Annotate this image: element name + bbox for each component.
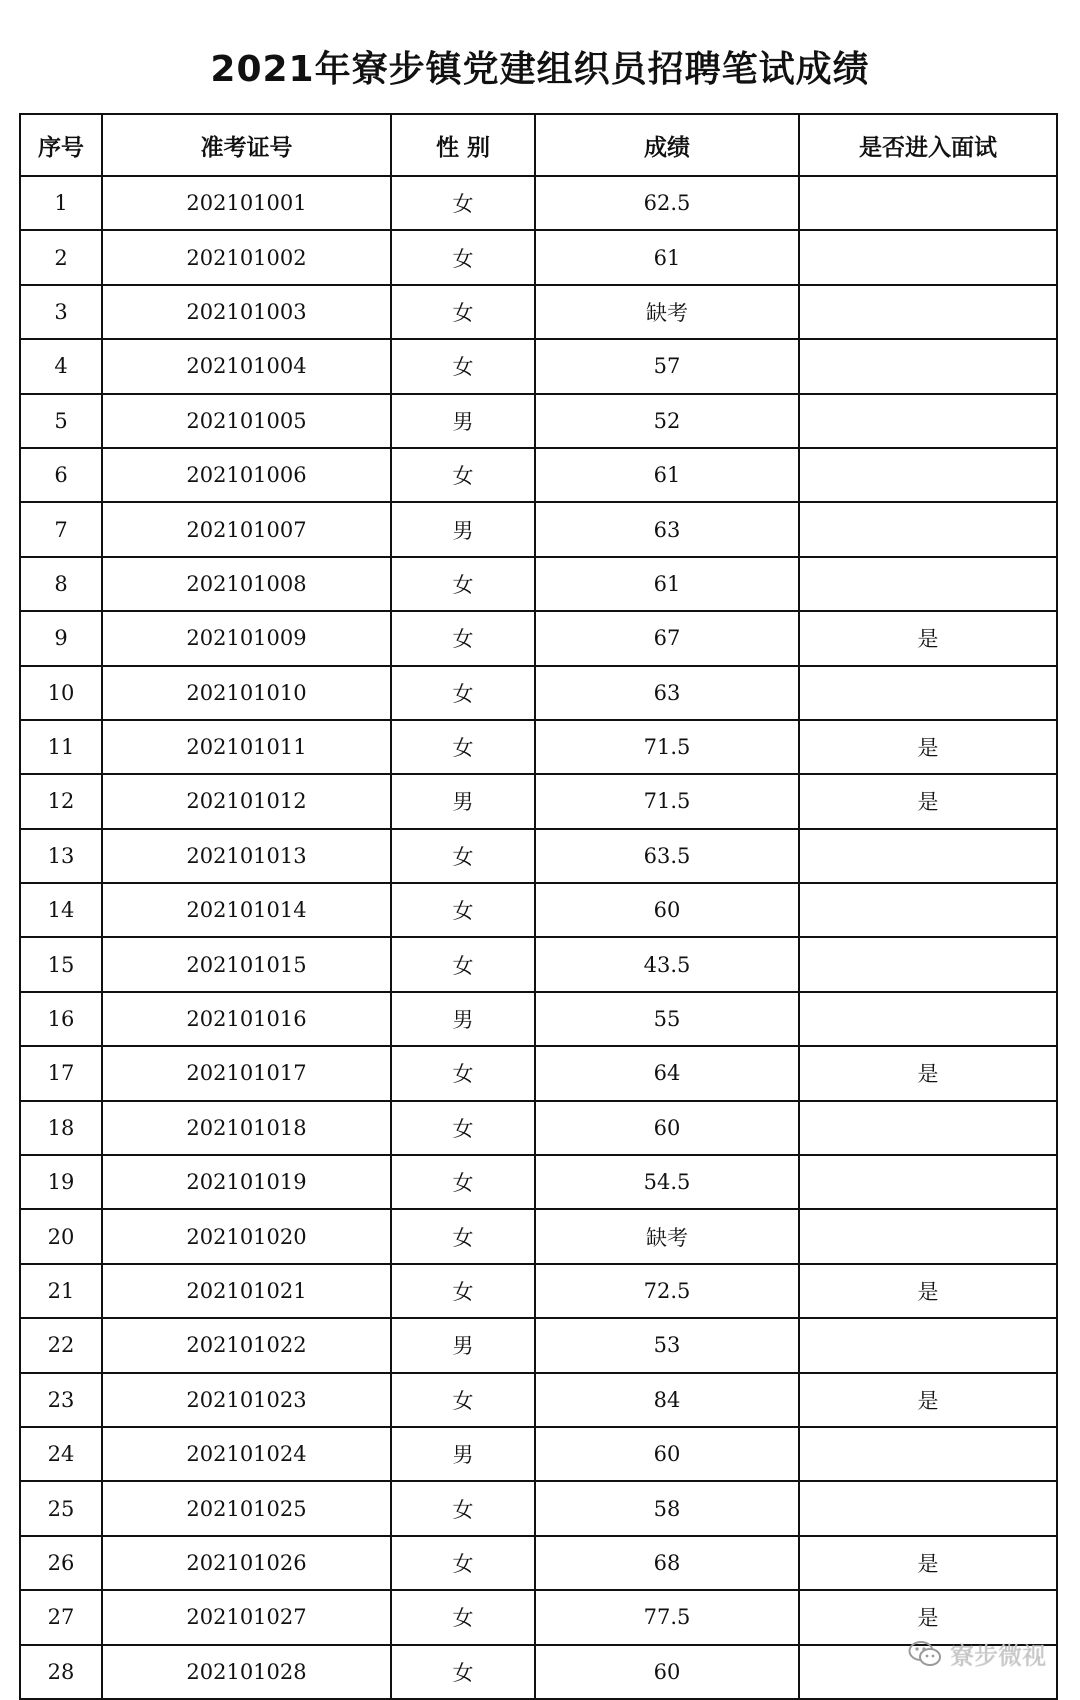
cell-seq: 26 (20, 1536, 102, 1590)
table-row (20, 1155, 1057, 1209)
cell-interview (799, 448, 1057, 502)
cell-interview (799, 1209, 1057, 1263)
cell-gender: 女 (391, 1481, 535, 1535)
cell-seq: 13 (20, 829, 102, 883)
cell-ticket-number: 202101015 (102, 937, 391, 991)
cell-gender: 女 (391, 176, 535, 230)
cell-seq: 6 (20, 448, 102, 502)
cell-interview (799, 1427, 1057, 1481)
table-row (20, 937, 1057, 991)
cell-ticket-number: 202101024 (102, 1427, 391, 1481)
cell-score: 54.5 (535, 1155, 799, 1209)
cell-seq: 16 (20, 992, 102, 1046)
cell-seq: 9 (20, 611, 102, 665)
cell-gender: 女 (391, 1590, 535, 1644)
cell-score: 55 (535, 992, 799, 1046)
cell-ticket-number: 202101022 (102, 1318, 391, 1372)
cell-seq: 28 (20, 1645, 102, 1699)
cell-gender: 女 (391, 285, 535, 339)
cell-interview (799, 937, 1057, 991)
cell-gender: 女 (391, 448, 535, 502)
cell-score: 60 (535, 1427, 799, 1481)
table-row (20, 1481, 1057, 1535)
table-row (20, 1590, 1057, 1644)
table-row (20, 448, 1057, 502)
cell-ticket-number: 202101021 (102, 1264, 391, 1318)
cell-seq: 14 (20, 883, 102, 937)
cell-ticket-number: 202101010 (102, 666, 391, 720)
cell-score: 62.5 (535, 176, 799, 230)
cell-score: 61 (535, 448, 799, 502)
cell-interview (799, 1481, 1057, 1535)
cell-interview: 是 (799, 1373, 1057, 1427)
cell-score: 43.5 (535, 937, 799, 991)
table-row (20, 285, 1057, 339)
results-table (19, 113, 1058, 1700)
cell-ticket-number: 202101012 (102, 774, 391, 828)
cell-gender: 女 (391, 1373, 535, 1427)
watermark (908, 1636, 1046, 1671)
cell-seq: 23 (20, 1373, 102, 1427)
table-row (20, 992, 1057, 1046)
cell-gender: 女 (391, 1536, 535, 1590)
header-score: 成绩 (535, 114, 799, 176)
cell-seq: 3 (20, 285, 102, 339)
cell-score: 63.5 (535, 829, 799, 883)
table-row (20, 230, 1057, 284)
cell-gender: 女 (391, 1046, 535, 1100)
cell-ticket-number: 202101013 (102, 829, 391, 883)
cell-ticket-number: 202101028 (102, 1645, 391, 1699)
cell-interview: 是 (799, 1264, 1057, 1318)
cell-ticket-number: 202101002 (102, 230, 391, 284)
cell-ticket-number: 202101005 (102, 394, 391, 448)
cell-interview: 是 (799, 720, 1057, 774)
cell-interview (799, 666, 1057, 720)
cell-seq: 22 (20, 1318, 102, 1372)
cell-seq: 18 (20, 1101, 102, 1155)
cell-ticket-number: 202101008 (102, 557, 391, 611)
cell-score: 68 (535, 1536, 799, 1590)
cell-gender: 女 (391, 1645, 535, 1699)
cell-interview (799, 394, 1057, 448)
table-row (20, 176, 1057, 230)
table-row (20, 1101, 1057, 1155)
table-row (20, 611, 1057, 665)
cell-gender: 女 (391, 611, 535, 665)
cell-interview (799, 1101, 1057, 1155)
cell-gender: 女 (391, 666, 535, 720)
cell-ticket-number: 202101011 (102, 720, 391, 774)
cell-ticket-number: 202101004 (102, 339, 391, 393)
cell-score: 60 (535, 1101, 799, 1155)
cell-score: 72.5 (535, 1264, 799, 1318)
cell-seq: 7 (20, 502, 102, 556)
cell-gender: 男 (391, 1427, 535, 1481)
cell-ticket-number: 202101018 (102, 1101, 391, 1155)
cell-interview: 是 (799, 611, 1057, 665)
cell-interview (799, 285, 1057, 339)
cell-gender: 女 (391, 1209, 535, 1263)
cell-seq: 25 (20, 1481, 102, 1535)
cell-interview (799, 829, 1057, 883)
cell-seq: 15 (20, 937, 102, 991)
cell-interview (799, 992, 1057, 1046)
cell-interview (799, 557, 1057, 611)
cell-interview: 是 (799, 1536, 1057, 1590)
cell-ticket-number: 202101023 (102, 1373, 391, 1427)
table-row (20, 883, 1057, 937)
cell-ticket-number: 202101025 (102, 1481, 391, 1535)
cell-seq: 17 (20, 1046, 102, 1100)
cell-interview (799, 1155, 1057, 1209)
cell-seq: 12 (20, 774, 102, 828)
table-body (20, 176, 1057, 1699)
cell-seq: 27 (20, 1590, 102, 1644)
cell-score: 61 (535, 230, 799, 284)
cell-gender: 女 (391, 720, 535, 774)
cell-interview: 是 (799, 1046, 1057, 1100)
cell-gender: 女 (391, 829, 535, 883)
table-row (20, 1318, 1057, 1372)
cell-gender: 女 (391, 557, 535, 611)
cell-seq: 21 (20, 1264, 102, 1318)
cell-score: 63 (535, 502, 799, 556)
cell-interview: 是 (799, 1590, 1057, 1644)
cell-score: 63 (535, 666, 799, 720)
table-row (20, 774, 1057, 828)
cell-ticket-number: 202101001 (102, 176, 391, 230)
cell-seq: 5 (20, 394, 102, 448)
cell-seq: 4 (20, 339, 102, 393)
cell-score: 84 (535, 1373, 799, 1427)
table-row (20, 666, 1057, 720)
table-row (20, 1209, 1057, 1263)
cell-gender: 男 (391, 394, 535, 448)
cell-gender: 女 (391, 230, 535, 284)
table-row (20, 1645, 1057, 1699)
cell-interview (799, 502, 1057, 556)
watermark-text: 寮步微视 (950, 1642, 1046, 1670)
cell-interview (799, 339, 1057, 393)
table-row (20, 557, 1057, 611)
cell-score: 缺考 (535, 1209, 799, 1263)
cell-seq: 8 (20, 557, 102, 611)
page-title: 2021年寮步镇党建组织员招聘笔试成绩 (210, 49, 870, 90)
cell-score: 77.5 (535, 1590, 799, 1644)
wechat-icon (908, 1640, 942, 1668)
cell-score: 67 (535, 611, 799, 665)
cell-gender: 女 (391, 1264, 535, 1318)
cell-gender: 女 (391, 1155, 535, 1209)
table-header-row (20, 114, 1057, 176)
cell-score: 53 (535, 1318, 799, 1372)
header-gender: 性 别 (391, 114, 535, 176)
cell-gender: 女 (391, 1101, 535, 1155)
cell-ticket-number: 202101020 (102, 1209, 391, 1263)
cell-score: 60 (535, 1645, 799, 1699)
table-row (20, 1373, 1057, 1427)
cell-gender: 男 (391, 992, 535, 1046)
cell-score: 61 (535, 557, 799, 611)
cell-ticket-number: 202101019 (102, 1155, 391, 1209)
cell-interview (799, 230, 1057, 284)
cell-score: 60 (535, 883, 799, 937)
cell-score: 52 (535, 394, 799, 448)
cell-ticket-number: 202101014 (102, 883, 391, 937)
table-row (20, 1046, 1057, 1100)
header-seq: 序号 (20, 114, 102, 176)
cell-ticket-number: 202101016 (102, 992, 391, 1046)
cell-score: 71.5 (535, 774, 799, 828)
cell-interview: 是 (799, 774, 1057, 828)
header-ticket-number: 准考证号 (102, 114, 391, 176)
cell-ticket-number: 202101006 (102, 448, 391, 502)
table-row (20, 829, 1057, 883)
cell-gender: 男 (391, 774, 535, 828)
table-row (20, 502, 1057, 556)
cell-ticket-number: 202101027 (102, 1590, 391, 1644)
cell-ticket-number: 202101007 (102, 502, 391, 556)
cell-score: 57 (535, 339, 799, 393)
cell-ticket-number: 202101017 (102, 1046, 391, 1100)
table-row (20, 720, 1057, 774)
table-row (20, 394, 1057, 448)
cell-gender: 男 (391, 502, 535, 556)
cell-ticket-number: 202101003 (102, 285, 391, 339)
cell-score: 71.5 (535, 720, 799, 774)
cell-gender: 女 (391, 937, 535, 991)
cell-interview (799, 1318, 1057, 1372)
cell-gender: 女 (391, 339, 535, 393)
header-interview: 是否进入面试 (799, 114, 1057, 176)
cell-seq: 10 (20, 666, 102, 720)
cell-seq: 2 (20, 230, 102, 284)
cell-score: 58 (535, 1481, 799, 1535)
cell-seq: 24 (20, 1427, 102, 1481)
cell-gender: 女 (391, 883, 535, 937)
table-row (20, 1264, 1057, 1318)
cell-seq: 20 (20, 1209, 102, 1263)
cell-score: 缺考 (535, 285, 799, 339)
cell-seq: 11 (20, 720, 102, 774)
cell-score: 64 (535, 1046, 799, 1100)
cell-ticket-number: 202101009 (102, 611, 391, 665)
cell-interview (799, 883, 1057, 937)
cell-ticket-number: 202101026 (102, 1536, 391, 1590)
table-row (20, 339, 1057, 393)
cell-seq: 1 (20, 176, 102, 230)
table-row (20, 1427, 1057, 1481)
cell-seq: 19 (20, 1155, 102, 1209)
cell-gender: 男 (391, 1318, 535, 1372)
cell-interview (799, 176, 1057, 230)
table-row (20, 1536, 1057, 1590)
